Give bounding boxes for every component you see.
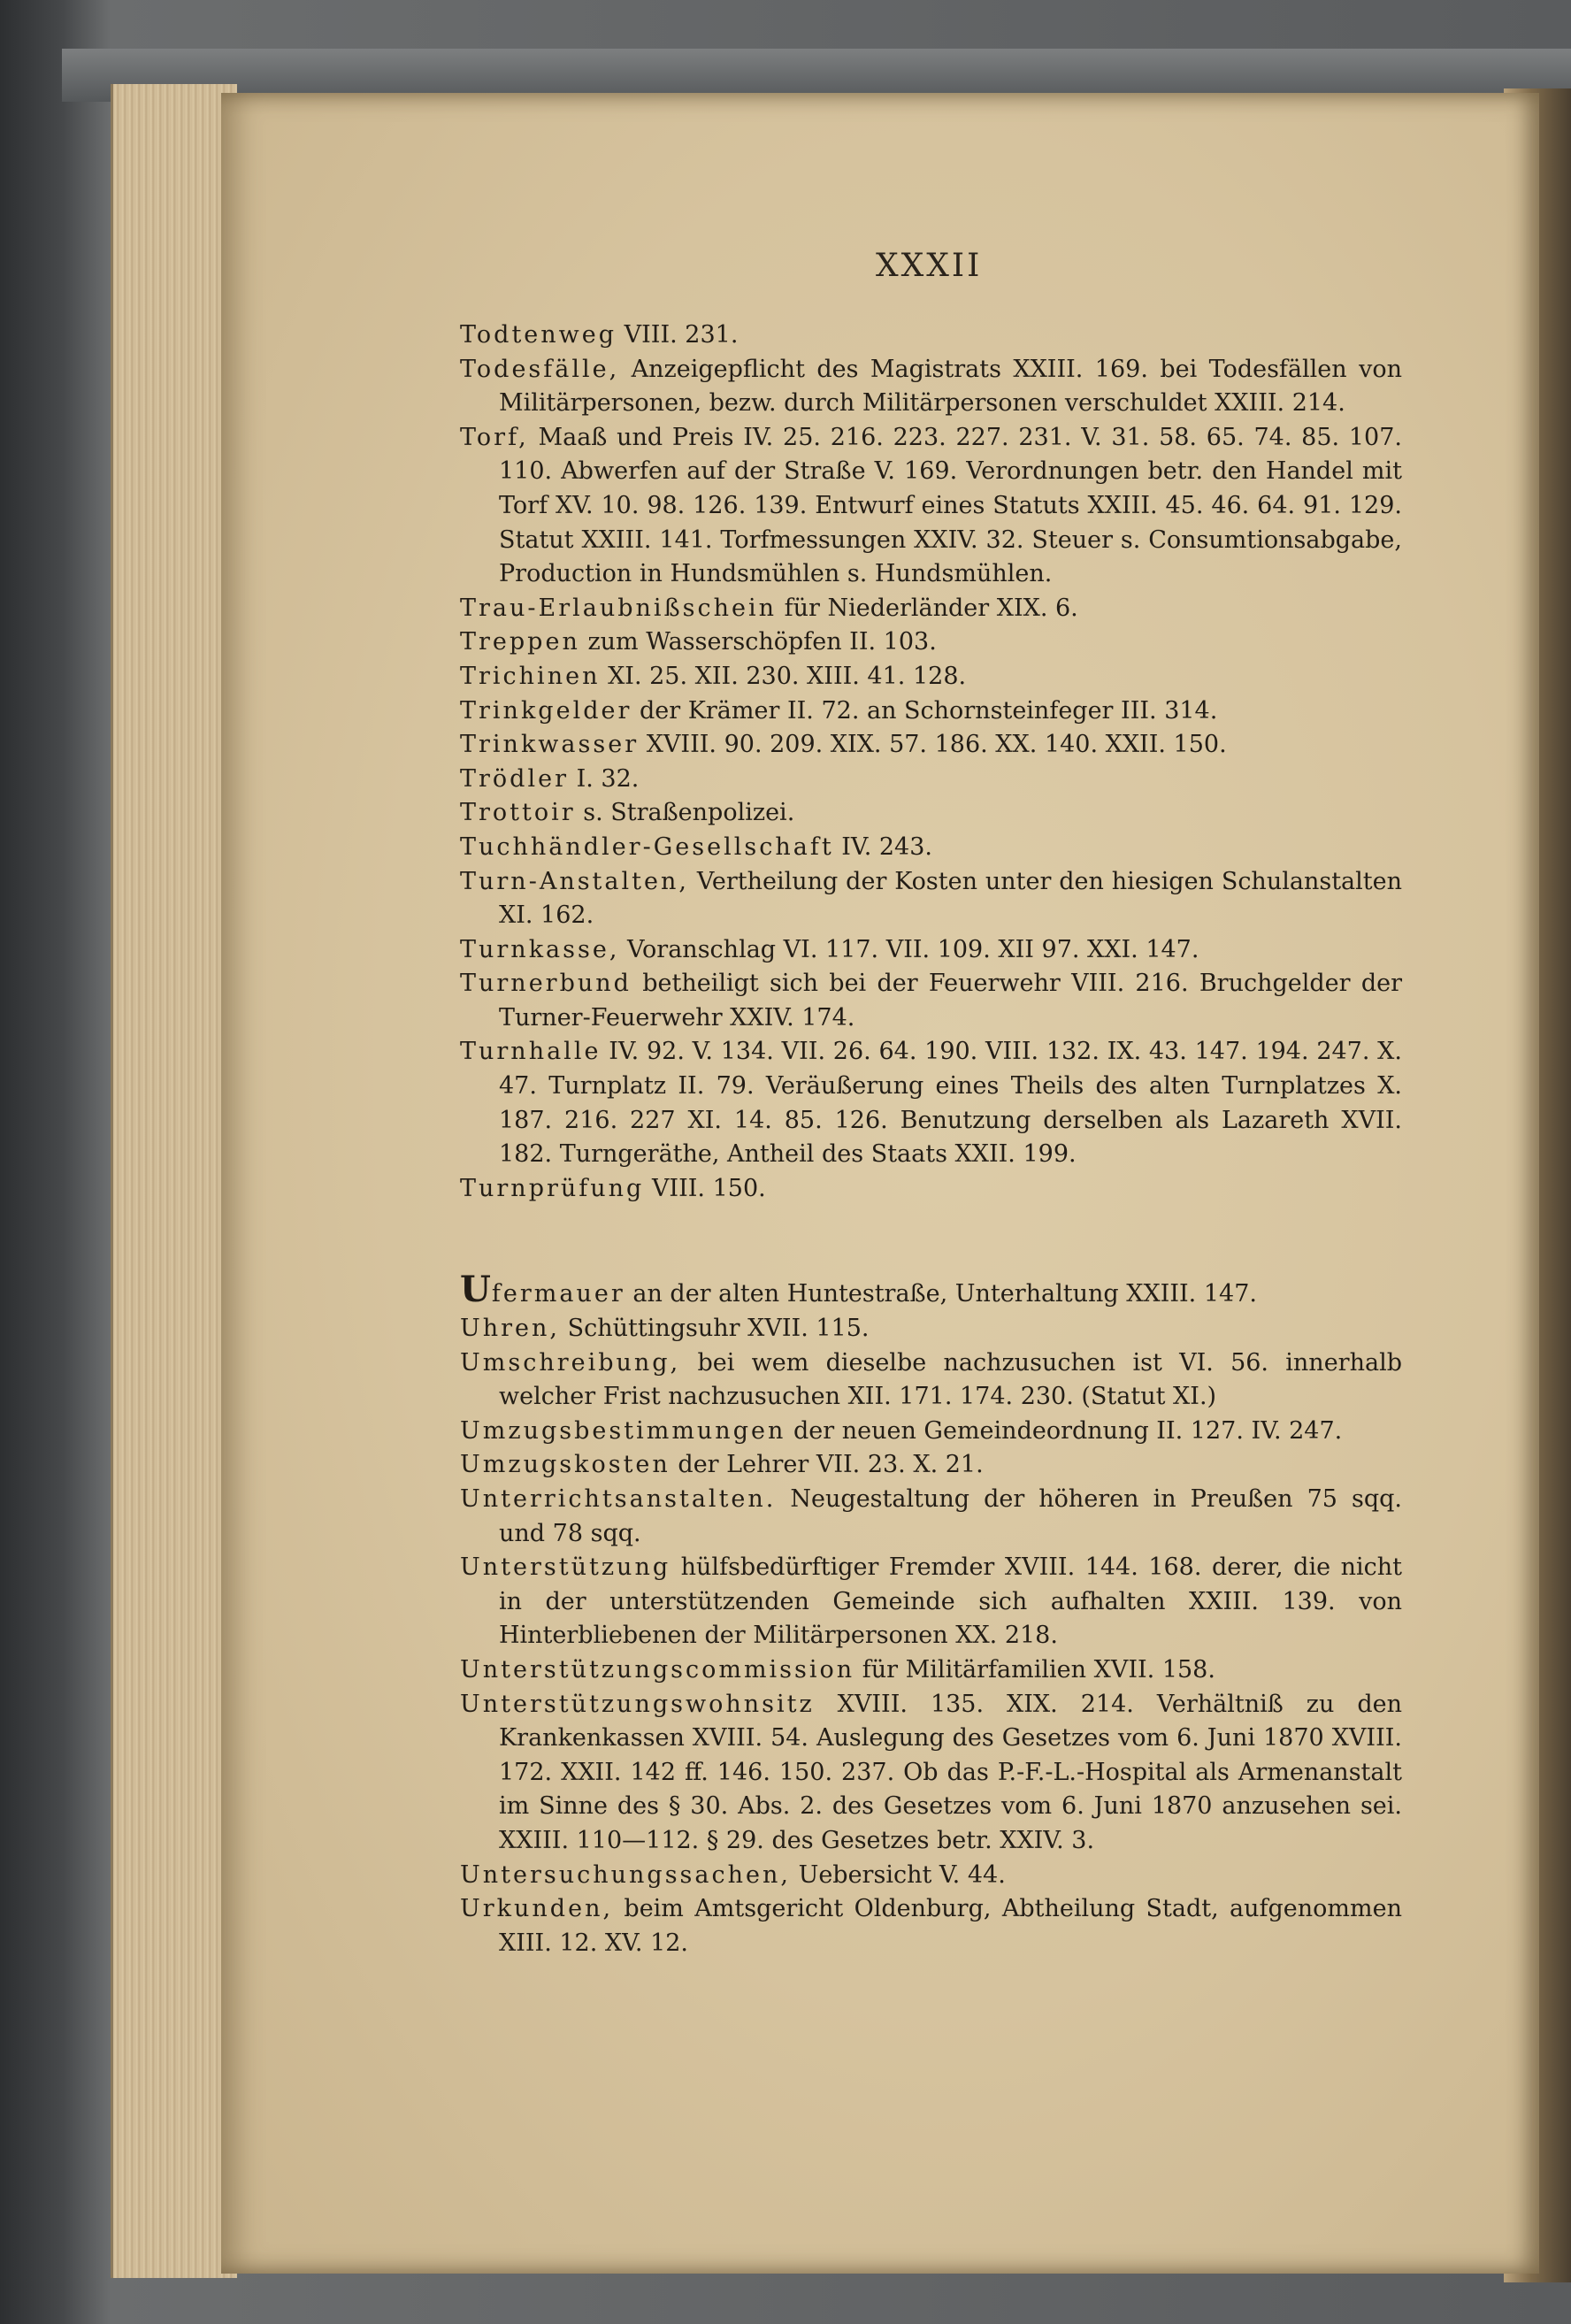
entry-references: XVIII. 135. XIX. 214. Verhältniß zu den Krankenkassen XVIII. 54. Auslegung des Gesetzes vom 6. Juni 1870 XVIII. 172. XXII. 142 ff. 146. 150. 237. Ob das P.-F.-L.-Hospital als Armenanstalt im Sinne des § 30. Abs. 2. des Gesetzes vom 6. Juni 1870 anzusehen sei. XXIII. 110—112. § 29. des Gesetzes betr. XXIV. 3. — [499, 1690, 1402, 1854]
entry-headword: Todtenweg — [460, 321, 617, 349]
entry-references: VIII. 231. — [624, 321, 739, 349]
entry-references: für Militärfamilien XVII. 158. — [862, 1655, 1215, 1684]
index-entry — [460, 625, 1402, 660]
index-section-u — [460, 1269, 1402, 1960]
entry-headword: Trinkwasser — [460, 731, 640, 759]
index-entry — [460, 1172, 1402, 1207]
index-list — [460, 318, 1402, 1960]
entry-references: der neuen Gemeindeordnung II. 127. IV. 247. — [793, 1416, 1343, 1445]
entry-headword: Unterstützungswohnsitz — [460, 1690, 815, 1718]
section-initial: U — [460, 1269, 492, 1311]
index-entry — [460, 421, 1402, 592]
entry-references: beim Amtsgericht Oldenburg, Abtheilung Stadt, aufgenommen XIII. 12. XV. 12. — [499, 1895, 1402, 1957]
entry-references: Vertheilung der Kosten unter den hiesigen Schulanstalten XI. 162. — [499, 867, 1402, 930]
entry-references: hülfsbedürftiger Fremder XVIII. 144. 168. derer, die nicht in der unterstützenden Gemeinde sich aufhalten XXIII. 139. von Hinterbliebenen der Militärpersonen XX. 218. — [499, 1553, 1402, 1650]
entry-references: IV. 92. V. 134. VII. 26. 64. 190. VIII. 132. IX. 43. 147. 194. 247. X. 47. Turnplatz II. 79. Veräußerung eines Theils des alten Turnplatzes X. 187. 216. 227 XI. 14. 85. 126. Benutzung derselben als Lazareth XVII. 182. Turngeräthe, Antheil des Staats XXII. 199. — [499, 1038, 1402, 1169]
index-entry — [460, 318, 1402, 353]
entry-headword: Trichinen — [460, 662, 601, 690]
entry-headword: Umschreibung, — [460, 1348, 681, 1377]
entry-references: XVIII. 90. 209. XIX. 57. 186. XX. 140. XXII. 150. — [646, 731, 1227, 759]
index-entry — [460, 1551, 1402, 1653]
entry-headword: Trottoir — [460, 799, 576, 827]
entry-references: der Lehrer VII. 23. X. 21. — [678, 1451, 984, 1479]
entry-headword: Uhren, — [460, 1315, 561, 1343]
index-entry — [460, 694, 1402, 729]
index-entry — [460, 831, 1402, 865]
entry-references: Uebersicht V. 44. — [798, 1860, 1006, 1889]
index-entry — [460, 1269, 1402, 1312]
entry-headword: Unterrichtsanstalten. — [460, 1485, 777, 1513]
entry-headword: Untersuchungssachen, — [460, 1860, 791, 1889]
page-edges — [111, 84, 237, 2278]
entry-references: der Krämer II. 72. an Schornsteinfeger III. 314. — [639, 696, 1218, 725]
entry-headword: Torf, — [460, 423, 529, 451]
index-entry — [460, 1312, 1402, 1346]
page-number: XXXII — [876, 248, 983, 284]
entry-references: für Niederländer XIX. 6. — [784, 594, 1078, 622]
index-entry — [460, 763, 1402, 797]
index-entry — [460, 1415, 1402, 1449]
entry-headword: Urkunden, — [460, 1895, 614, 1923]
index-entry — [460, 933, 1402, 968]
index-entry — [460, 1035, 1402, 1171]
entry-headword: Trau-Erlaubnißschein — [460, 594, 777, 622]
entry-references: Voranschlag VI. 117. VII. 109. XII 97. XXI. 147. — [627, 935, 1199, 963]
index-entry — [460, 353, 1402, 421]
index-entry — [460, 660, 1402, 694]
index-entry — [460, 1346, 1402, 1415]
entry-headword: Todesfälle, — [460, 355, 620, 383]
entry-headword: Turn-Anstalten, — [460, 867, 689, 895]
entry-references: bei wem dieselbe nachzusuchen ist VI. 56. innerhalb welcher Frist nachzusuchen XII. 171. 174. 230. (Statut XI.) — [499, 1348, 1402, 1411]
entry-references: IV. 243. — [841, 832, 932, 861]
entry-headword: Trödler — [460, 764, 569, 793]
entry-references: Schüttingsuhr XVII. 115. — [567, 1315, 870, 1343]
entry-headword: Treppen — [460, 628, 580, 656]
entry-references: XI. 25. XII. 230. XIII. 41. 128. — [608, 662, 967, 690]
section-gap — [460, 1206, 1402, 1273]
index-entry — [460, 967, 1402, 1035]
entry-references: Maaß und Preis IV. 25. 216. 223. 227. 231. V. 31. 58. 65. 74. 85. 107. 110. Abwerfen auf der Straße V. 169. Verordnungen betr. den Handel mit Torf XV. 10. 98. 126. 139. Entwurf eines Statuts XXIII. 45. 46. 64. 91. 129. Statut XXIII. 141. Torfmessungen XXIV. 32. Steuer s. Consumtionsabgabe, Production in Hundsmühlen s. Hundsmühlen. — [499, 423, 1402, 588]
entry-headword: Turnkasse, — [460, 935, 620, 963]
entry-headword: Unterstützungscommission — [460, 1655, 855, 1684]
index-entry — [460, 796, 1402, 831]
index-entry — [460, 865, 1402, 933]
entry-headword: Turnhalle — [460, 1038, 602, 1066]
entry-references: Neugestaltung der höheren in Preußen 75 sqq. und 78 sqq. — [499, 1485, 1402, 1547]
entry-headword: Tuchhändler-Gesellschaft — [460, 832, 834, 861]
entry-references: zum Wasserschöpfen II. 103. — [587, 628, 937, 656]
index-entry — [460, 592, 1402, 626]
index-entry — [460, 1483, 1402, 1551]
entry-references: I. 32. — [576, 764, 640, 793]
index-entry — [460, 728, 1402, 763]
entry-headword: Turnerbund — [460, 970, 632, 998]
index-entry — [460, 1892, 1402, 1960]
entry-headword: Umzugsbestimmungen — [460, 1416, 786, 1445]
index-entry — [460, 1653, 1402, 1688]
entry-references: s. Straßenpolizei. — [583, 799, 795, 827]
entry-references: VIII. 150. — [651, 1174, 766, 1202]
entry-headword: Trinkgelder — [460, 696, 632, 725]
index-entry — [460, 1448, 1402, 1483]
entry-references: betheiligt sich bei der Feuerwehr VIII. 216. Bruchgelder der Turner-Feuerwehr XXIV. 174. — [499, 970, 1402, 1032]
entry-headword: Turnprüfung — [460, 1174, 645, 1202]
index-section-t — [460, 318, 1402, 1206]
entry-headword: Umzugskosten — [460, 1451, 671, 1479]
entry-headword: fermauer — [491, 1280, 625, 1308]
index-entry — [460, 1859, 1402, 1893]
index-entry — [460, 1688, 1402, 1859]
entry-references: an der alten Huntestraße, Unterhaltung XXIII. 147. — [632, 1280, 1257, 1308]
entry-references: Anzeigepflicht des Magistrats XXIII. 169. bei Todesfällen von Militärpersonen, bezw. durch Militärpersonen verschuldet XXIII. 214. — [499, 355, 1402, 418]
entry-headword: Unterstützung — [460, 1553, 671, 1582]
